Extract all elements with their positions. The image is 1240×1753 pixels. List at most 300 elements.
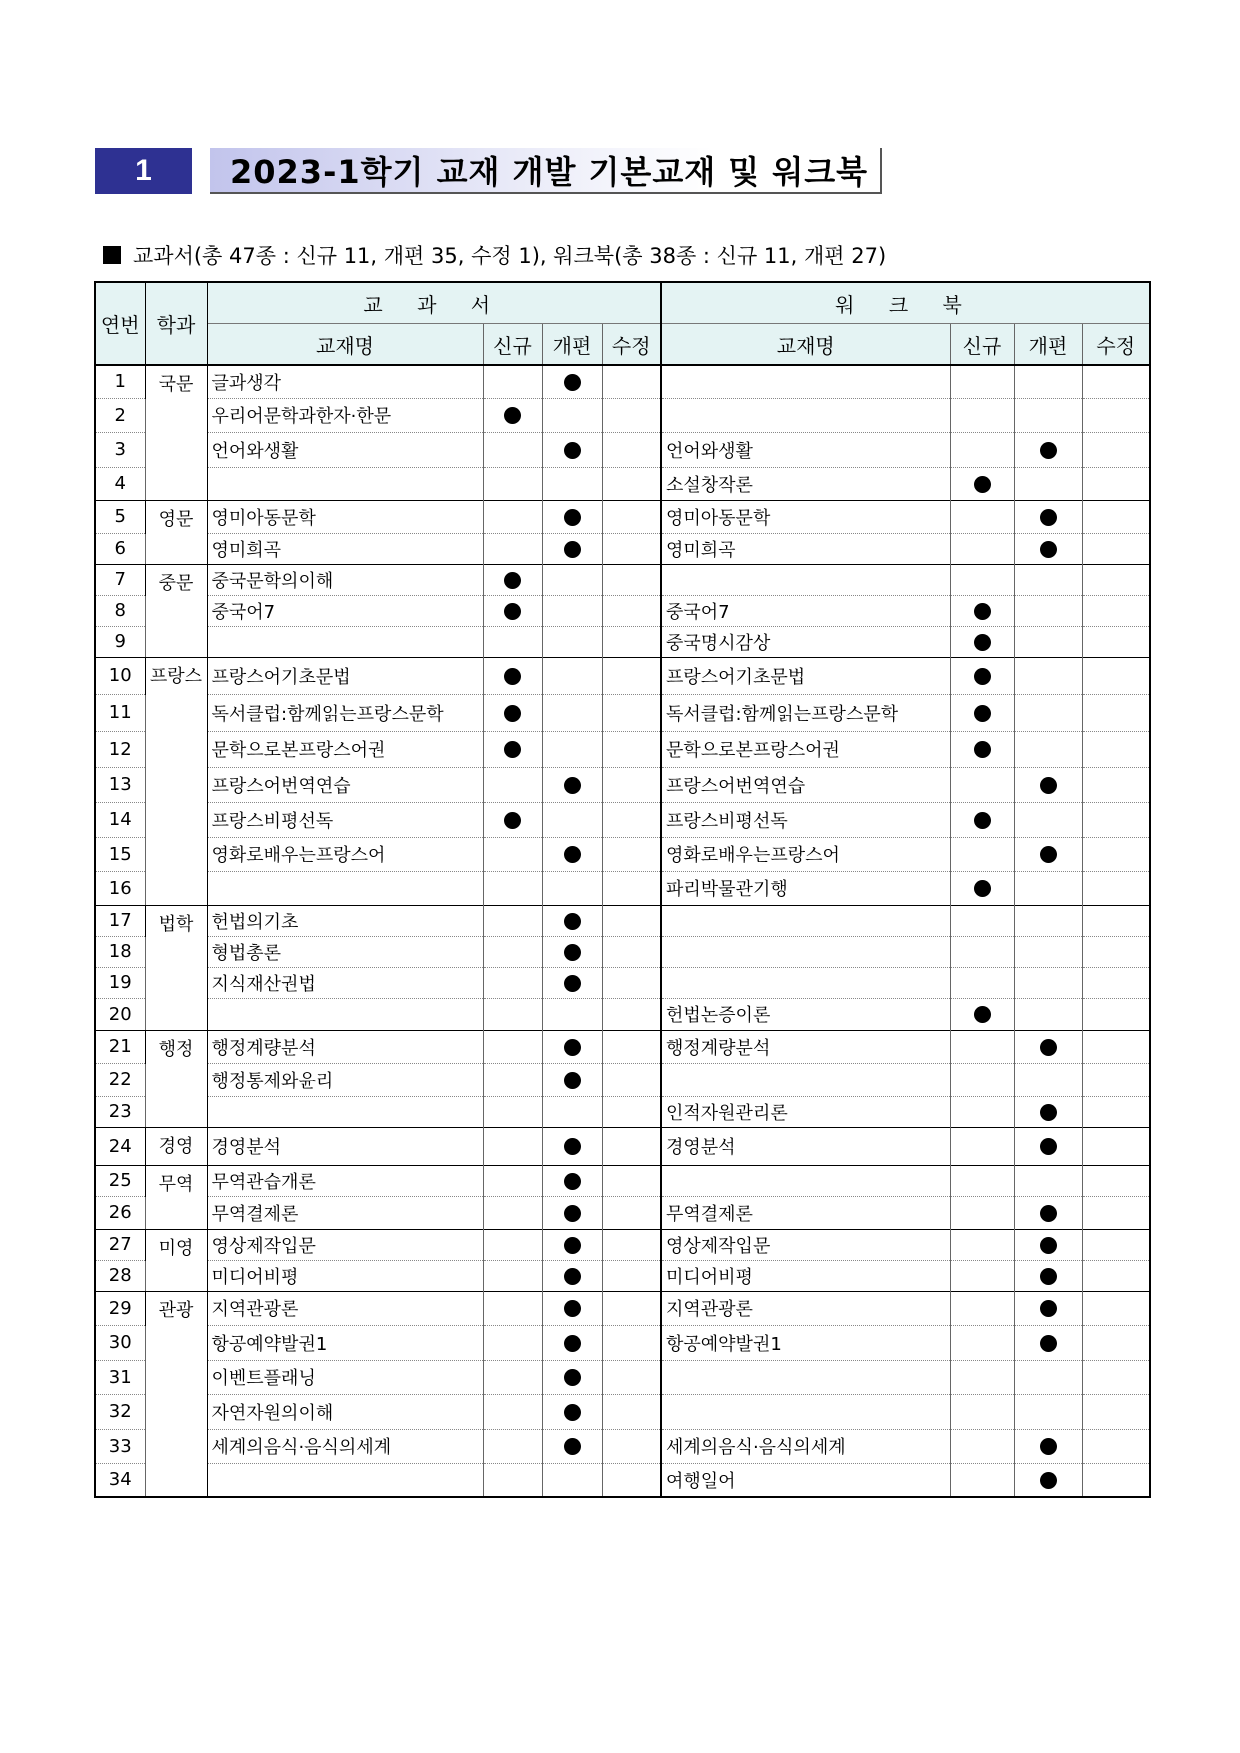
workbook-modified-cell [1082,1196,1150,1229]
workbook-revised-cell [1014,657,1082,694]
textbook-new-cell [483,1394,542,1429]
table-row [95,595,1150,626]
row-number: 4 [95,467,145,500]
workbook-new-cell [950,657,1014,694]
filled-circle-icon [564,1138,581,1155]
table-row [95,802,1150,837]
summary-line [103,240,886,270]
textbook-new-cell [483,1165,542,1196]
textbook-new-cell [483,837,542,871]
row-number: 1 [95,365,145,398]
workbook-modified-cell [1082,533,1150,564]
table-row [95,905,1150,936]
filled-circle-icon [1040,777,1057,794]
workbook-new-cell [950,564,1014,595]
textbook-revised-cell [542,657,602,694]
textbook-new-cell [483,467,542,500]
workbook-new-cell [950,1394,1014,1429]
workbook-revised-cell [1014,432,1082,467]
filled-circle-icon [564,1072,581,1089]
workbook-name: 항공예약발권1 [661,1325,950,1360]
workbook-modified-cell [1082,1291,1150,1325]
textbook-new-cell [483,564,542,595]
workbook-revised-cell [1014,731,1082,767]
workbook-modified-cell [1082,1394,1150,1429]
workbook-modified-cell [1082,398,1150,432]
filled-circle-icon [564,944,581,961]
workbook-revised-cell [1014,398,1082,432]
table-row [95,871,1150,905]
textbook-revised-cell [542,595,602,626]
row-number: 18 [95,936,145,967]
filled-circle-icon [564,1268,581,1285]
filled-circle-icon [564,1205,581,1222]
textbook-modified-cell [602,1463,661,1497]
textbook-revised-cell [542,1394,602,1429]
workbook-name: 지역관광론 [661,1291,950,1325]
filled-circle-icon [1040,1138,1057,1155]
textbook-name: 중국문학의이해 [211,570,334,592]
workbook-revised-cell [1014,1360,1082,1394]
table-row [95,1196,1150,1229]
textbook-new-cell [483,500,542,533]
department-cell: 관광 [145,1291,207,1497]
workbook-new-cell [950,837,1014,871]
textbook-name: 무역관습개론 [211,1171,316,1193]
workbook-new-cell [950,1196,1014,1229]
workbook-name: 언어와생활 [661,432,950,467]
workbook-name [661,936,950,967]
workbook-modified-cell [1082,967,1150,998]
workbook-modified-cell [1082,767,1150,802]
textbook-name: 이벤트플래닝 [211,1368,316,1389]
textbook-name: 글과생각 [211,372,282,394]
textbook-name: 문학으로본프랑스어권 [211,740,386,761]
workbook-modified-cell [1082,1127,1150,1165]
workbook-new-cell [950,1260,1014,1291]
workbook-revised-cell [1014,467,1082,500]
row-number: 33 [95,1429,145,1463]
filled-circle-icon [974,668,991,685]
row-number: 10 [95,657,145,694]
workbook-new-cell [950,533,1014,564]
table-row [95,1463,1150,1497]
textbook-name: 독서클럽:함께읽는프랑스문학 [211,703,444,725]
textbook-modified-cell [602,837,661,871]
workbook-revised-cell [1014,1463,1082,1497]
filled-circle-icon [564,1369,581,1386]
row-number: 6 [95,533,145,564]
workbook-revised-cell [1014,767,1082,802]
workbook-modified-cell [1082,500,1150,533]
filled-circle-icon [504,572,521,589]
textbook-modified-cell [602,365,661,398]
workbook-name: 헌법논증이론 [661,998,950,1030]
textbook-name: 지역관광론 [211,1299,299,1320]
table-row [95,731,1150,767]
table-row [95,626,1150,657]
header-dept: 학과 [145,282,207,365]
filled-circle-icon [564,975,581,992]
table-row [95,936,1150,967]
textbook-new-cell [483,1291,542,1325]
workbook-name [661,967,950,998]
textbook-name: 프랑스어기초문법 [211,666,351,688]
workbook-modified-cell [1082,1360,1150,1394]
table-row [95,1030,1150,1063]
textbook-revised-cell [542,467,602,500]
filled-circle-icon [1040,1335,1057,1352]
workbook-new-cell [950,1429,1014,1463]
workbook-modified-cell [1082,1229,1150,1260]
textbook-name: 항공예약발권1 [211,1333,328,1355]
workbook-name: 프랑스어번역연습 [661,767,950,802]
filled-circle-icon [1040,442,1057,459]
textbook-revised-cell [542,1463,602,1497]
textbook-name: 경영분석 [211,1137,282,1158]
textbook-new-cell [483,595,542,626]
header-textbook-group: 교 과 서 [207,282,661,324]
workbook-new-cell [950,432,1014,467]
textbook-modified-cell [602,1394,661,1429]
row-number: 31 [95,1360,145,1394]
filled-circle-icon [1040,1205,1057,1222]
row-number: 16 [95,871,145,905]
textbook-modified-cell [602,905,661,936]
filled-circle-icon [504,407,521,424]
textbook-name: 우리어문학과한자·한문 [211,406,392,427]
textbook-modified-cell [602,871,661,905]
filled-circle-icon [974,880,991,897]
textbook-modified-cell [602,626,661,657]
row-number: 11 [95,694,145,731]
textbook-revised-cell [542,871,602,905]
table-row [95,694,1150,731]
textbook-revised-cell [542,626,602,657]
row-number: 7 [95,564,145,595]
textbook-revised-cell [542,564,602,595]
workbook-new-cell [950,467,1014,500]
row-number: 29 [95,1291,145,1325]
textbook-name: 언어와생활 [211,440,299,462]
filled-circle-icon [564,1335,581,1352]
textbook-revised-cell [542,500,602,533]
workbook-revised-cell [1014,936,1082,967]
textbook-revised-cell [542,398,602,432]
row-number: 24 [95,1127,145,1165]
textbook-revised-cell [542,1196,602,1229]
table-row [95,432,1150,467]
textbook-new-cell [483,1063,542,1096]
textbook-revised-cell [542,1260,602,1291]
header-wb-revised: 개편 [1014,324,1082,366]
workbook-name: 행정계량분석 [661,1030,950,1063]
workbook-name: 중국어7 [661,595,950,626]
filled-circle-icon [974,705,991,722]
textbook-modified-cell [602,1429,661,1463]
row-number: 19 [95,967,145,998]
filled-circle-icon [564,1404,581,1421]
department-cell: 중문 [145,564,207,657]
filled-circle-icon [504,812,521,829]
textbook-revised-cell [542,1063,602,1096]
textbook-revised-cell [542,767,602,802]
filled-circle-icon [1040,1438,1057,1455]
textbook-modified-cell [602,802,661,837]
workbook-modified-cell [1082,657,1150,694]
workbook-name [661,564,950,595]
textbook-new-cell [483,1229,542,1260]
filled-circle-icon [564,1237,581,1254]
filled-circle-icon [1040,1268,1057,1285]
workbook-modified-cell [1082,467,1150,500]
textbook-modified-cell [602,467,661,500]
workbook-name: 문학으로본프랑스어권 [661,731,950,767]
filled-circle-icon [564,777,581,794]
textbook-new-cell [483,1463,542,1497]
filled-circle-icon [504,603,521,620]
header-tb-modified: 수정 [602,324,661,366]
filled-circle-icon [1040,1104,1057,1121]
workbook-new-cell [950,1165,1014,1196]
workbook-new-cell [950,936,1014,967]
filled-circle-icon [1040,1039,1057,1056]
textbook-modified-cell [602,967,661,998]
table-row [95,1360,1150,1394]
workbook-revised-cell [1014,1394,1082,1429]
workbook-new-cell [950,1030,1014,1063]
workbook-new-cell [950,1096,1014,1127]
textbook-modified-cell [602,533,661,564]
textbook-name [207,871,483,905]
textbook-modified-cell [602,731,661,767]
textbook-revised-cell [542,1325,602,1360]
square-bullet-icon [103,246,121,264]
textbook-new-cell [483,1325,542,1360]
workbook-modified-cell [1082,1325,1150,1360]
textbook-modified-cell [602,1325,661,1360]
table-row [95,500,1150,533]
workbook-revised-cell [1014,1165,1082,1196]
textbook-revised-cell [542,533,602,564]
textbook-modified-cell [602,595,661,626]
textbook-new-cell [483,767,542,802]
row-number: 15 [95,837,145,871]
workbook-new-cell [950,905,1014,936]
workbook-modified-cell [1082,1096,1150,1127]
textbook-revised-cell [542,1165,602,1196]
row-number: 14 [95,802,145,837]
textbook-name: 지식재산권법 [211,973,316,995]
row-number: 28 [95,1260,145,1291]
workbook-name: 프랑스비평선독 [661,802,950,837]
row-number: 34 [95,1463,145,1497]
textbook-modified-cell [602,398,661,432]
textbook-modified-cell [602,1030,661,1063]
workbook-revised-cell [1014,1127,1082,1165]
workbook-new-cell [950,500,1014,533]
workbook-new-cell [950,767,1014,802]
table-row [95,837,1150,871]
textbook-modified-cell [602,1360,661,1394]
workbook-revised-cell [1014,365,1082,398]
row-number: 27 [95,1229,145,1260]
workbook-name: 독서클럽:함께읽는프랑스문학 [661,694,950,731]
textbook-new-cell [483,1096,542,1127]
workbook-name: 영상제작입문 [661,1229,950,1260]
filled-circle-icon [974,634,991,651]
workbook-modified-cell [1082,1165,1150,1196]
workbook-name: 소설창작론 [661,467,950,500]
textbook-new-cell [483,694,542,731]
workbook-modified-cell [1082,802,1150,837]
workbook-revised-cell [1014,595,1082,626]
textbook-name: 프랑스비평선독 [211,810,334,832]
department-cell: 국문 [145,365,207,500]
workbook-new-cell [950,967,1014,998]
textbook-name: 형법총론 [211,942,282,964]
header-wb-new: 신규 [950,324,1014,366]
workbook-modified-cell [1082,595,1150,626]
workbook-modified-cell [1082,1260,1150,1291]
row-number: 22 [95,1063,145,1096]
workbook-new-cell [950,1291,1014,1325]
workbook-modified-cell [1082,905,1150,936]
textbook-modified-cell [602,998,661,1030]
section-title: 2023-1학기 교재 개발 기본교재 및 워크북 [210,148,882,194]
textbook-modified-cell [602,657,661,694]
section-header [95,148,885,194]
header-no: 연번 [95,282,145,365]
workbook-revised-cell [1014,1229,1082,1260]
row-number: 25 [95,1165,145,1196]
workbook-new-cell [950,694,1014,731]
textbook-new-cell [483,936,542,967]
textbook-revised-cell [542,1030,602,1063]
workbook-revised-cell [1014,564,1082,595]
textbook-name: 세계의음식·음식의세계 [211,1437,392,1458]
workbook-revised-cell [1014,837,1082,871]
filled-circle-icon [1040,846,1057,863]
textbook-name: 프랑스어번역연습 [211,775,351,797]
workbook-revised-cell [1014,871,1082,905]
textbook-new-cell [483,731,542,767]
textbook-name: 자연자원의이해 [211,1402,334,1424]
row-number: 21 [95,1030,145,1063]
textbook-revised-cell [542,365,602,398]
filled-circle-icon [564,913,581,930]
filled-circle-icon [564,442,581,459]
textbook-modified-cell [602,767,661,802]
workbook-new-cell [950,1325,1014,1360]
workbook-revised-cell [1014,802,1082,837]
table-row [95,467,1150,500]
workbook-name: 세계의음식·음식의세계 [661,1429,950,1463]
textbook-name [207,626,483,657]
summary-text: 교과서(총 47종 : 신규 11, 개편 35, 수정 1), 워크북(총 38종 : 신규 11, 개편 27) [133,244,887,268]
department-cell: 영문 [145,500,207,564]
workbook-revised-cell [1014,500,1082,533]
textbook-modified-cell [602,936,661,967]
workbook-name: 영미아동문학 [661,500,950,533]
header-wb-modified: 수정 [1082,324,1150,366]
filled-circle-icon [1040,1472,1057,1489]
textbook-new-cell [483,905,542,936]
filled-circle-icon [974,1006,991,1023]
section-number: 1 [95,148,192,194]
workbook-new-cell [950,1127,1014,1165]
workbook-revised-cell [1014,905,1082,936]
workbook-new-cell [950,1063,1014,1096]
textbook-revised-cell [542,1291,602,1325]
header-tb-revised: 개편 [542,324,602,366]
department-cell: 법학 [145,905,207,1030]
textbook-revised-cell [542,1360,602,1394]
filled-circle-icon [1040,541,1057,558]
workbook-revised-cell [1014,1429,1082,1463]
department-cell: 프랑스 [145,657,207,905]
table-row [95,1325,1150,1360]
textbook-modified-cell [602,564,661,595]
workbook-new-cell [950,998,1014,1030]
workbook-revised-cell [1014,1260,1082,1291]
textbook-new-cell [483,1360,542,1394]
textbook-name: 무역결제론 [211,1203,299,1225]
textbook-revised-cell [542,1127,602,1165]
textbook-revised-cell [542,694,602,731]
textbook-new-cell [483,432,542,467]
textbook-name: 중국어7 [211,601,276,623]
workbook-modified-cell [1082,1063,1150,1096]
textbook-name: 행정계량분석 [211,1037,316,1059]
department-cell: 행정 [145,1030,207,1127]
table-row [95,533,1150,564]
table-row [95,1096,1150,1127]
textbook-name [207,998,483,1030]
workbook-modified-cell [1082,365,1150,398]
textbook-table [94,281,1151,1498]
row-number: 32 [95,1394,145,1429]
table-row [95,967,1150,998]
filled-circle-icon [564,374,581,391]
table-row [95,767,1150,802]
textbook-new-cell [483,398,542,432]
textbook-revised-cell [542,905,602,936]
workbook-new-cell [950,871,1014,905]
workbook-revised-cell [1014,1196,1082,1229]
textbook-modified-cell [602,500,661,533]
workbook-modified-cell [1082,998,1150,1030]
workbook-new-cell [950,802,1014,837]
table-row [95,398,1150,432]
workbook-name: 프랑스어기초문법 [661,657,950,694]
textbook-modified-cell [602,1291,661,1325]
row-number: 26 [95,1196,145,1229]
workbook-new-cell [950,1229,1014,1260]
workbook-modified-cell [1082,432,1150,467]
workbook-name [661,1165,950,1196]
workbook-modified-cell [1082,1463,1150,1497]
textbook-new-cell [483,533,542,564]
workbook-name [661,398,950,432]
textbook-new-cell [483,1196,542,1229]
filled-circle-icon [974,812,991,829]
workbook-modified-cell [1082,1030,1150,1063]
department-cell: 경영 [145,1127,207,1165]
filled-circle-icon [564,846,581,863]
workbook-modified-cell [1082,871,1150,905]
textbook-revised-cell [542,998,602,1030]
